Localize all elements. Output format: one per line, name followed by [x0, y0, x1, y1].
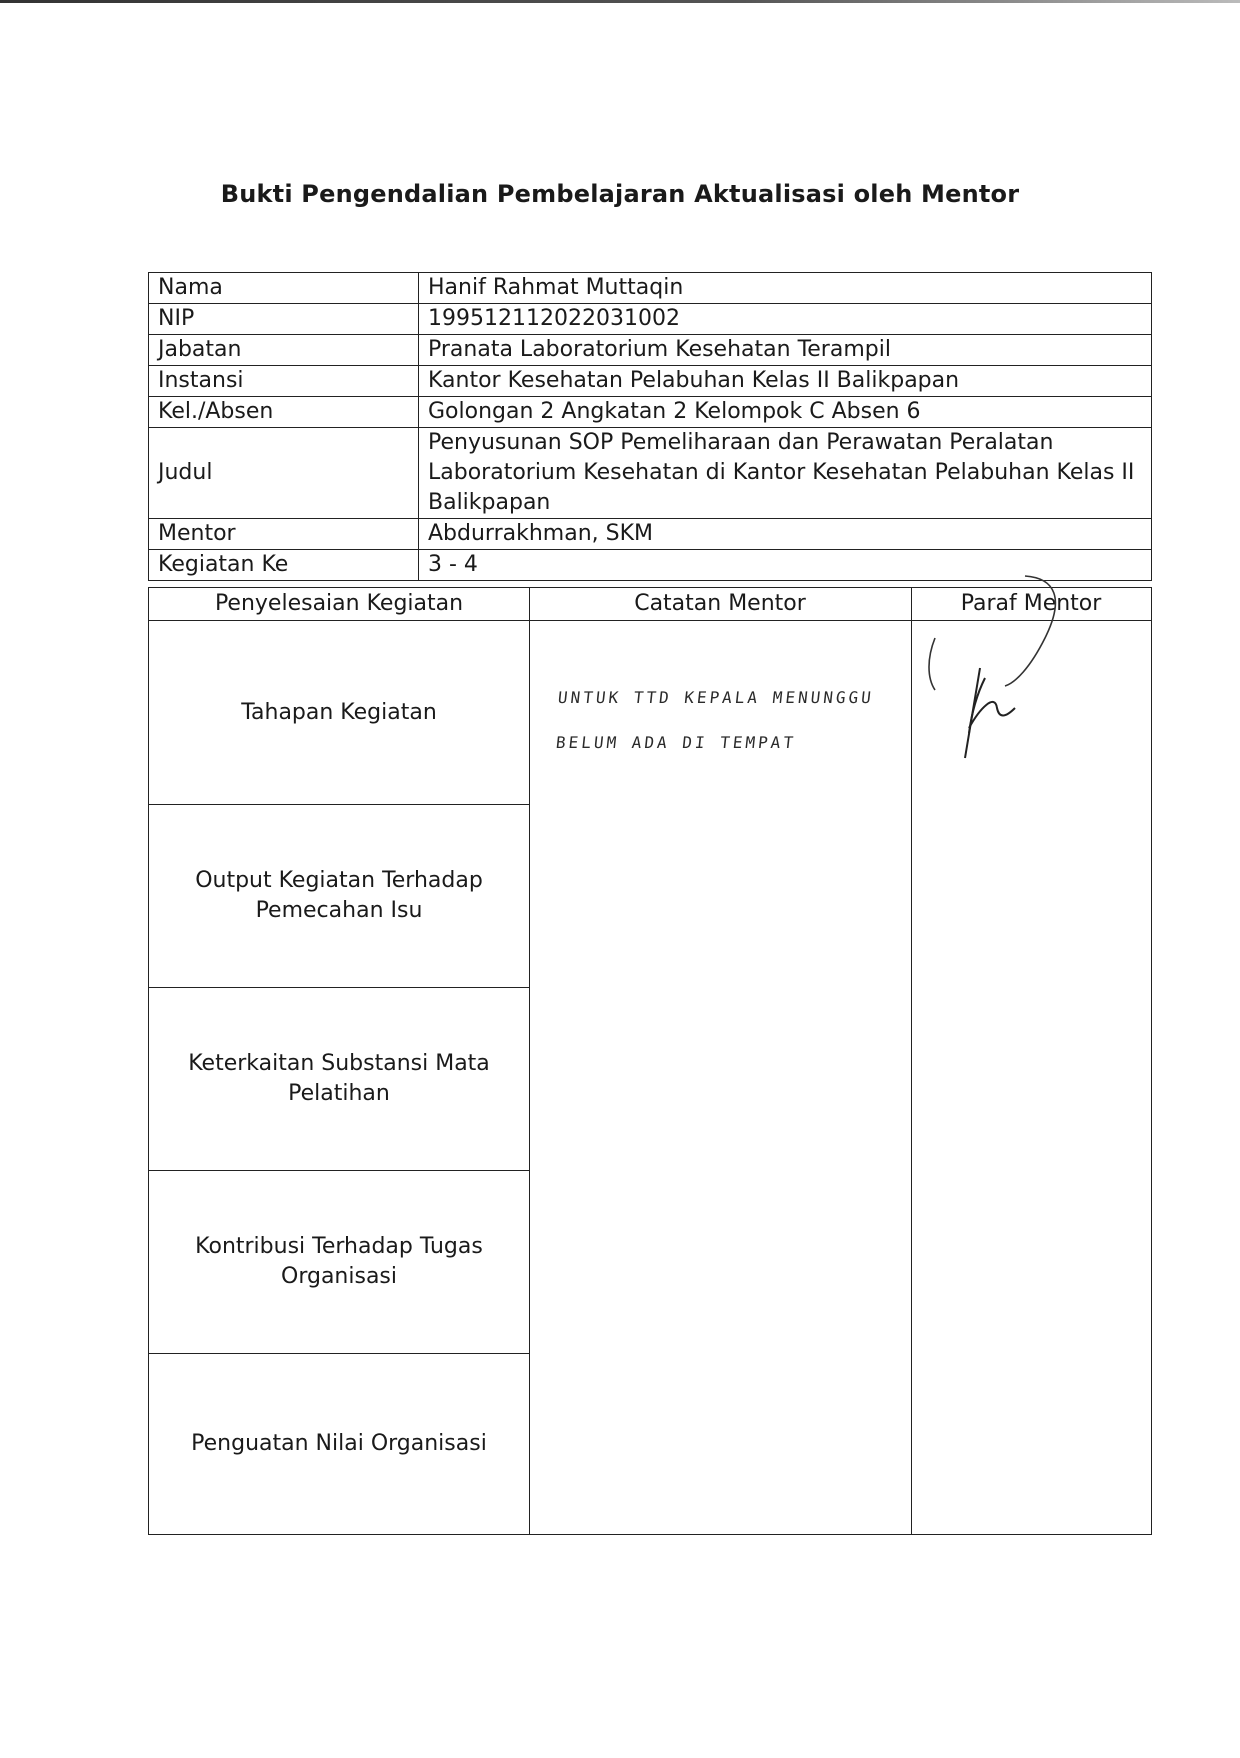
- scan-edge: [0, 0, 1240, 3]
- activity-row-label: Tahapan Kegiatan: [241, 699, 437, 725]
- activity-row-label: Keterkaitan Substansi Mata Pelatihan: [188, 1050, 490, 1106]
- activity-row-label: Kontribusi Terhadap Tugas Organisasi: [195, 1233, 483, 1289]
- header-penyelesaian: Penyelesaian Kegiatan: [214, 591, 464, 616]
- identity-row: [149, 519, 1152, 550]
- identity-row: [149, 304, 1152, 335]
- identity-row: [149, 428, 1152, 519]
- mentor-note-line: UNTUK TTD KEPALA MENUNGGU: [557, 688, 875, 707]
- identity-value: Abdurrakhman, SKM: [419, 519, 1152, 550]
- activity-row-label: Penguatan Nilai Organisasi: [191, 1430, 487, 1456]
- identity-value: 199512112022031002: [419, 304, 1152, 335]
- identity-value: 3 - 4: [419, 550, 1152, 581]
- document-title: Bukti Pengendalian Pembelajaran Aktualisasi oleh Mentor: [220, 180, 1020, 208]
- identity-value: Pranata Laboratorium Kesehatan Terampil: [419, 335, 1152, 366]
- identity-row: [149, 397, 1152, 428]
- identity-row: [149, 366, 1152, 397]
- identity-table: [148, 272, 1152, 581]
- identity-label: Kel./Absen: [149, 397, 419, 428]
- header-paraf: Paraf Mentor: [960, 591, 1102, 616]
- mentor-note-line: BELUM ADA DI TEMPAT: [555, 733, 798, 752]
- identity-label: Kegiatan Ke: [149, 550, 419, 581]
- mentor-signature: [905, 568, 1085, 768]
- header-catatan: Catatan Mentor: [634, 591, 806, 616]
- identity-label: Instansi: [149, 366, 419, 397]
- identity-label: Judul: [149, 428, 419, 519]
- identity-value: Penyusunan SOP Pemeliharaan dan Perawatan Peralatan Laboratorium Kesehatan di Kantor Kesehatan Pelabuhan Kelas II Balikpapan: [419, 428, 1152, 519]
- column-divider: [529, 588, 530, 1534]
- identity-value: Golongan 2 Angkatan 2 Kelompok C Absen 6: [419, 397, 1152, 428]
- identity-label: Mentor: [149, 519, 419, 550]
- identity-label: Jabatan: [149, 335, 419, 366]
- identity-row: [149, 335, 1152, 366]
- identity-label: NIP: [149, 304, 419, 335]
- identity-value: Hanif Rahmat Muttaqin: [419, 273, 1152, 304]
- identity-value: Kantor Kesehatan Pelabuhan Kelas II Balikpapan: [419, 366, 1152, 397]
- activity-row-label: Output Kegiatan Terhadap Pemecahan Isu: [195, 867, 483, 923]
- identity-label: Nama: [149, 273, 419, 304]
- identity-row: [149, 273, 1152, 304]
